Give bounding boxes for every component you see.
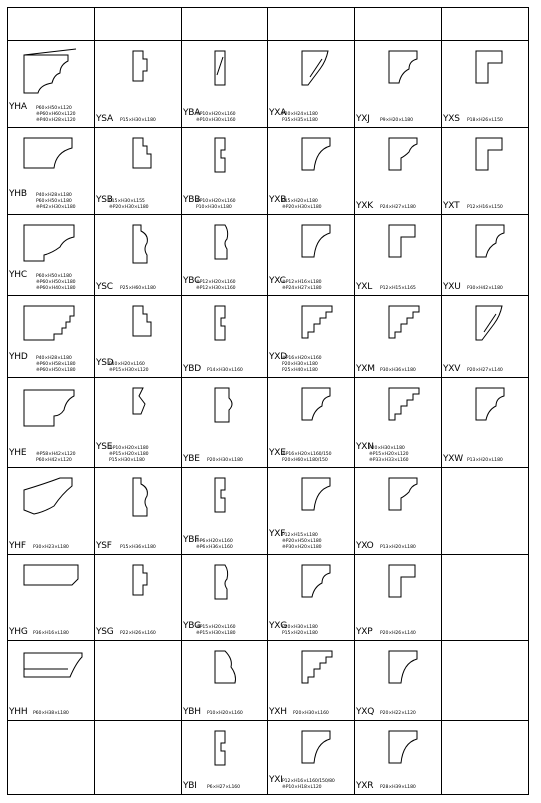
empty-cell xyxy=(441,640,529,721)
molding-code-label: YBA xyxy=(183,108,201,118)
molding-cell xyxy=(354,640,442,721)
molding-cell xyxy=(267,214,355,296)
molding-cell xyxy=(181,214,268,296)
yx-steps-profile-drawing xyxy=(300,649,336,691)
molding-code-label: YBI xyxy=(183,781,197,791)
molding-code-label: YXW xyxy=(443,454,463,464)
molding-code-label: YBF xyxy=(183,535,200,545)
empty-cell xyxy=(94,720,182,795)
size-spec-label: ※P16×H20×L160 xyxy=(282,356,322,361)
size-spec-label: P15×H30×L180 xyxy=(109,458,145,463)
molding-code-label: YXP xyxy=(356,627,373,637)
yb-round-profile-drawing xyxy=(213,563,249,605)
size-spec-label: P28×H39×L180 xyxy=(380,785,416,790)
size-spec-label: P25×H60×L180 xyxy=(120,286,156,291)
yx-ogee-profile-drawing xyxy=(474,386,510,428)
yx-ogee-profile-drawing xyxy=(474,223,510,265)
molding-cell xyxy=(94,377,182,468)
molding-cell xyxy=(267,467,355,555)
molding-cell xyxy=(181,640,268,721)
size-spec-label: ※P30×H20×L180 xyxy=(282,545,322,550)
molding-code-label: YHG xyxy=(9,627,28,637)
yx-ogee-profile-drawing xyxy=(300,563,336,605)
size-spec-label: P10×H30×L180 xyxy=(196,205,232,210)
ys-diag-profile-drawing xyxy=(127,386,163,428)
molding-code-label: YXJ xyxy=(356,114,370,124)
molding-code-label: YHH xyxy=(9,707,28,717)
molding-code-label: YXT xyxy=(443,201,460,211)
yx-bead-profile-drawing xyxy=(387,476,423,518)
molding-cell xyxy=(181,467,268,555)
size-spec-label: ※P12×H16×L180 xyxy=(282,280,322,285)
molding-code-label: YXR xyxy=(356,781,374,791)
yb-notch-profile-drawing xyxy=(213,136,249,178)
c-flat-profile-drawing xyxy=(20,649,84,691)
size-spec-label: ※P15×H20×L160 xyxy=(196,625,236,630)
molding-cell xyxy=(267,640,355,721)
yx-cove-profile-drawing xyxy=(300,136,336,178)
size-spec-label: ※P20×H30×L180 xyxy=(109,205,149,210)
size-spec-label: ※P20×H50×L180 xyxy=(282,539,322,544)
ys-step-profile-drawing xyxy=(127,304,163,346)
yx-bead-profile-drawing xyxy=(387,136,423,178)
yb-notch-profile-drawing xyxy=(213,304,249,346)
c-chamfer-profile-drawing xyxy=(20,563,84,605)
molding-cell xyxy=(267,554,355,641)
size-spec-label: P20×H30×L180 xyxy=(207,458,243,463)
size-spec-label: ※P12×H20×L160 xyxy=(196,280,236,285)
size-spec-label: ※P15×H30×L120 xyxy=(109,368,149,373)
size-spec-label: P15×H20×L180 xyxy=(282,199,318,204)
size-spec-label: ※P10×H20×L160 xyxy=(196,112,236,117)
molding-code-label: YXI xyxy=(269,775,283,785)
molding-cell xyxy=(441,295,529,378)
size-spec-label: ※P60×H40×L180 xyxy=(36,286,76,291)
yx-slant-profile-drawing xyxy=(300,49,336,91)
size-spec-label: P60×H38×L180 xyxy=(33,711,69,716)
molding-code-label: YHA xyxy=(9,102,27,112)
size-spec-label: ※P60×H50×L180 xyxy=(36,368,76,373)
molding-code-label: YSF xyxy=(96,541,112,551)
yb-notch-profile-drawing xyxy=(213,729,249,771)
size-spec-label: ※P42×H30×L180 xyxy=(36,205,76,210)
size-spec-label: P22×H26×L160 xyxy=(120,631,156,636)
yx-slant-profile-drawing xyxy=(474,304,510,346)
size-spec-label: P30×H42×L180 xyxy=(467,286,503,291)
header-cell xyxy=(7,7,95,41)
molding-cell xyxy=(7,377,95,468)
size-spec-label: P18×H26×L150 xyxy=(467,118,503,123)
size-spec-label: P15×H20×L180 xyxy=(282,631,318,636)
molding-code-label: YXH xyxy=(269,707,287,717)
size-spec-label: ※P15×H20×L120 xyxy=(369,452,409,457)
molding-code-label: YSG xyxy=(96,627,114,637)
size-spec-label: P30×H23×L180 xyxy=(33,545,69,550)
molding-cell xyxy=(354,40,442,128)
molding-code-label: YXK xyxy=(356,201,373,211)
size-spec-label: P20×H30×L180 xyxy=(369,446,405,451)
c-cove-profile-drawing xyxy=(20,136,84,178)
molding-code-label: YBG xyxy=(183,621,201,631)
molding-cell xyxy=(7,127,95,215)
size-spec-label: ※P33×H33×L160 xyxy=(369,458,409,463)
size-spec-label: ※P10×H18×L120 xyxy=(282,785,322,790)
header-cell xyxy=(354,7,442,41)
molding-code-label: YHE xyxy=(9,448,27,458)
size-spec-label: P10×H20×L160 xyxy=(109,362,145,367)
yx-ogee-profile-drawing xyxy=(300,386,336,428)
size-spec-label: P60×H50×L180 xyxy=(36,274,72,279)
molding-code-label: YSA xyxy=(96,114,113,124)
molding-cell xyxy=(181,377,268,468)
c-steps-profile-drawing xyxy=(20,304,84,346)
header-cell xyxy=(94,7,182,41)
c-curve-profile-drawing xyxy=(20,476,84,518)
size-spec-label: P20×H24×L180 xyxy=(282,112,318,117)
size-spec-label: P9×H20×L180 xyxy=(380,118,413,123)
size-spec-label: ※P15×H30×L180 xyxy=(196,631,236,636)
molding-cell xyxy=(441,377,529,468)
size-spec-label: P40×H28×L180 xyxy=(36,356,72,361)
size-spec-label: P12×H15×L165 xyxy=(380,286,416,291)
molding-catalog-grid xyxy=(7,7,528,794)
molding-cell xyxy=(7,214,95,296)
size-spec-label: P15×H30×L180 xyxy=(120,118,156,123)
ys-notch-profile-drawing xyxy=(127,49,163,91)
size-spec-label: ※P10×H20×L180 xyxy=(109,446,149,451)
yx-step-profile-drawing xyxy=(387,223,423,265)
molding-code-label: YXU xyxy=(443,282,461,292)
size-spec-label: P15×H36×L180 xyxy=(120,545,156,550)
molding-code-label: YXD xyxy=(269,352,287,362)
molding-code-label: YXM xyxy=(356,364,375,374)
molding-code-label: YHD xyxy=(9,352,28,362)
molding-code-label: YXV xyxy=(443,364,461,374)
molding-code-label: YSB xyxy=(96,195,113,205)
empty-cell xyxy=(441,467,529,555)
molding-cell xyxy=(441,127,529,215)
size-spec-label: P60×H50×L180 xyxy=(36,199,72,204)
molding-cell xyxy=(7,640,95,721)
molding-cell xyxy=(354,554,442,641)
molding-code-label: YXS xyxy=(443,114,460,124)
header-cell xyxy=(267,7,355,41)
ys-ogee-profile-drawing xyxy=(127,223,163,265)
size-spec-label: ※P6×H20×L160 xyxy=(196,539,233,544)
molding-cell xyxy=(354,295,442,378)
ys-step-profile-drawing xyxy=(127,136,163,178)
yx-cove-profile-drawing xyxy=(300,476,336,518)
size-spec-label: P24×H27×L180 xyxy=(380,205,416,210)
empty-cell xyxy=(441,554,529,641)
size-spec-label: P20×H27×L140 xyxy=(467,368,503,373)
molding-code-label: YBC xyxy=(183,276,201,286)
size-spec-label: ※P15×H20×L180 xyxy=(109,452,149,457)
molding-cell xyxy=(267,127,355,215)
size-spec-label: P15×H30×L155 xyxy=(109,199,145,204)
molding-cell xyxy=(441,214,529,296)
molding-code-label: YSD xyxy=(96,358,114,368)
molding-cell xyxy=(267,40,355,128)
molding-code-label: YXL xyxy=(356,282,373,292)
molding-cell xyxy=(181,127,268,215)
size-spec-label: ※P12×H30×L160 xyxy=(196,286,236,291)
size-spec-label: ※P20×H30×L180 xyxy=(282,205,322,210)
molding-code-label: YSC xyxy=(96,282,113,292)
yx-steps-profile-drawing xyxy=(387,386,423,428)
header-cell xyxy=(441,7,529,41)
ys-notch-profile-drawing xyxy=(127,563,163,605)
size-spec-label: P12×H15×L180 xyxy=(282,533,318,538)
yb-diag-profile-drawing xyxy=(213,49,249,91)
yb-ogee-profile-drawing xyxy=(213,649,249,691)
size-spec-label: P40×H28×L180 xyxy=(36,193,72,198)
molding-cell xyxy=(7,554,95,641)
size-spec-label: P10×H20×L160 xyxy=(207,711,243,716)
size-spec-label: ※P40×H28×L120 xyxy=(36,118,76,123)
size-spec-label: P20×H22×L120 xyxy=(380,711,416,716)
c-square-cove-profile-drawing xyxy=(20,49,84,91)
molding-cell xyxy=(181,295,268,378)
size-spec-label: P20×H30×L160 xyxy=(293,711,329,716)
molding-cell xyxy=(181,554,268,641)
molding-code-label: YBE xyxy=(183,454,200,464)
molding-code-label: YXC xyxy=(269,276,286,286)
size-spec-label: P25×H40×L180 xyxy=(282,368,318,373)
ys-ogee-profile-drawing xyxy=(127,476,163,518)
header-cell xyxy=(181,7,268,41)
empty-cell xyxy=(441,720,529,795)
c-ogee-profile-drawing xyxy=(20,223,84,265)
size-spec-label: P20×H60×L180/150 xyxy=(282,458,328,463)
yx-cove-profile-drawing xyxy=(387,729,423,771)
size-spec-label: P60×H42×L120 xyxy=(36,458,72,463)
size-spec-label: P20×H30×L180 xyxy=(282,362,318,367)
molding-cell xyxy=(354,720,442,795)
yx-ogee-profile-drawing xyxy=(387,49,423,91)
molding-cell xyxy=(267,295,355,378)
size-spec-label: P20×H26×L140 xyxy=(380,631,416,636)
molding-cell xyxy=(267,377,355,468)
molding-code-label: YHB xyxy=(9,189,27,199)
molding-code-label: YXA xyxy=(269,108,287,118)
molding-code-label: YXO xyxy=(356,541,374,551)
molding-cell xyxy=(181,40,268,128)
yx-cove-profile-drawing xyxy=(300,729,336,771)
yx-step-profile-drawing xyxy=(474,49,510,91)
size-spec-label: P20×H30×L180 xyxy=(282,625,318,630)
size-spec-label: ※P16×H20×L160/150 xyxy=(282,452,332,457)
size-spec-label: P6×H27×L160 xyxy=(207,785,240,790)
yx-step-profile-drawing xyxy=(474,136,510,178)
molding-code-label: YXQ xyxy=(356,707,375,717)
size-spec-label: ※P10×H20×L160 xyxy=(196,199,236,204)
molding-code-label: YHF xyxy=(9,541,26,551)
size-spec-label: ※P60×H60×L120 xyxy=(36,112,76,117)
molding-cell xyxy=(94,467,182,555)
molding-code-label: YXF xyxy=(269,529,286,539)
size-spec-label: P60×H50×L120 xyxy=(36,106,72,111)
molding-cell xyxy=(94,214,182,296)
yx-cove-profile-drawing xyxy=(300,223,336,265)
molding-cell xyxy=(267,720,355,795)
empty-cell xyxy=(7,720,95,795)
molding-cell xyxy=(7,295,95,378)
molding-cell xyxy=(94,295,182,378)
molding-cell xyxy=(94,127,182,215)
yb-notch-profile-drawing xyxy=(213,476,249,518)
yx-cove-profile-drawing xyxy=(387,649,423,691)
size-spec-label: P36×H16×L180 xyxy=(33,631,69,636)
molding-code-label: YXG xyxy=(269,621,288,631)
molding-cell xyxy=(354,214,442,296)
empty-cell xyxy=(94,640,182,721)
yb-plain-profile-drawing xyxy=(213,386,249,428)
molding-code-label: YXN xyxy=(356,442,374,452)
yx-steps-profile-drawing xyxy=(387,304,423,346)
molding-code-label: YHC xyxy=(9,270,27,280)
size-spec-label: ※P58×H42×L120 xyxy=(36,452,76,457)
size-spec-label: ※P6×H36×L160 xyxy=(196,545,233,550)
yx-steps-profile-drawing xyxy=(300,304,336,346)
molding-cell xyxy=(441,40,529,128)
molding-code-label: YBH xyxy=(183,707,201,717)
molding-code-label: YXE xyxy=(269,448,286,458)
c-bead-profile-drawing xyxy=(20,386,84,428)
molding-cell xyxy=(7,40,95,128)
size-spec-label: P12×H16×L160/150/80 xyxy=(282,779,335,784)
size-spec-label: ※P24×H27×L180 xyxy=(282,286,322,291)
molding-code-label: YBD xyxy=(183,364,202,374)
molding-code-label: YBB xyxy=(183,195,201,205)
molding-cell xyxy=(94,554,182,641)
size-spec-label: P12×H16×L150 xyxy=(467,205,503,210)
size-spec-label: P14×H30×L160 xyxy=(207,368,243,373)
size-spec-label: P13×H20×L180 xyxy=(467,458,503,463)
yx-step-profile-drawing xyxy=(387,563,423,605)
molding-cell xyxy=(181,720,268,795)
molding-cell xyxy=(354,127,442,215)
yb-round-profile-drawing xyxy=(213,223,249,265)
molding-cell xyxy=(7,467,95,555)
molding-cell xyxy=(94,40,182,128)
molding-code-label: YSE xyxy=(96,442,113,452)
size-spec-label: P13×H20×L180 xyxy=(380,545,416,550)
size-spec-label: P30×H36×L180 xyxy=(380,368,416,373)
size-spec-label: ※P60×H50×L180 xyxy=(36,280,76,285)
size-spec-label: ※P60×H58×L180 xyxy=(36,362,76,367)
molding-cell xyxy=(354,377,442,468)
molding-code-label: YXB xyxy=(269,195,287,205)
size-spec-label: ※P10×H30×L160 xyxy=(196,118,236,123)
size-spec-label: P35×H35×L180 xyxy=(282,118,318,123)
molding-cell xyxy=(354,467,442,555)
